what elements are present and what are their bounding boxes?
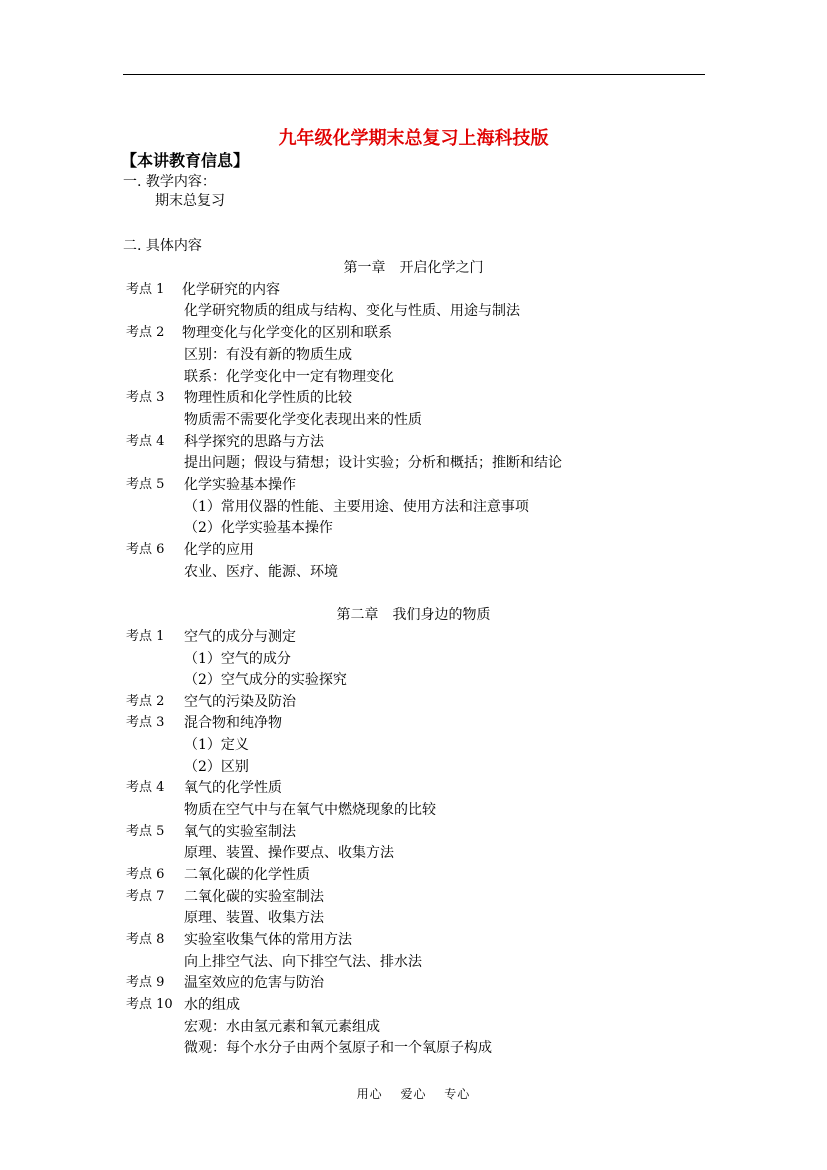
- chapter-1-title: 第一章 开启化学之门: [343, 260, 484, 276]
- chapter-2-title: 第二章 我们身边的物质: [336, 607, 491, 623]
- ch2-kp8-detail: 向上排空气法、向下排空气法、排水法: [184, 954, 422, 970]
- ch1-kp4-text: 科学探究的思路与方法: [184, 434, 324, 450]
- header-rule: [123, 74, 705, 75]
- ch1-kp2-text: 物理变化与化学变化的区别和联系: [182, 325, 392, 341]
- ch1-kp5-detail-2: （2）化学实验基本操作: [184, 520, 333, 536]
- ch2-kp1-text: 空气的成分与测定: [184, 629, 296, 645]
- ch1-kp5-label: 考点 5: [126, 477, 165, 492]
- section-1-content: 期末总复习: [155, 193, 225, 209]
- page-footer: 用心 爱心 专心: [356, 1087, 471, 1101]
- ch2-kp1-detail-2: （2）空气成分的实验探究: [184, 672, 347, 688]
- ch2-kp7-label: 考点 7: [126, 889, 165, 904]
- ch1-kp4-label: 考点 4: [126, 434, 165, 449]
- section-1-heading: 一. 教学内容：: [123, 174, 216, 190]
- ch2-kp10-label: 考点 10: [126, 997, 173, 1012]
- ch1-kp3-detail: 物质需不需要化学变化表现出来的性质: [184, 412, 422, 428]
- ch1-kp5-detail-1: （1）常用仪器的性能、主要用途、使用方法和注意事项: [184, 499, 529, 515]
- ch2-kp5-detail: 原理、装置、操作要点、收集方法: [184, 845, 394, 861]
- ch2-kp7-detail: 原理、装置、收集方法: [184, 910, 324, 926]
- ch1-kp1-detail: 化学研究物质的组成与结构、变化与性质、用途与制法: [184, 303, 520, 319]
- ch2-kp7-text: 二氧化碳的实验室制法: [184, 889, 324, 905]
- ch2-kp3-detail-1: （1）定义: [184, 737, 249, 753]
- document-title: 九年级化学期末总复习上海科技版: [278, 128, 549, 149]
- ch2-kp5-text: 氧气的实验室制法: [184, 824, 296, 840]
- section-2-heading: 二. 具体内容: [123, 238, 202, 254]
- ch1-kp1-label: 考点 1: [126, 282, 165, 297]
- ch1-kp2-detail-2: 联系：化学变化中一定有物理变化: [184, 369, 394, 385]
- ch1-kp6-label: 考点 6: [126, 542, 165, 557]
- ch2-kp5-label: 考点 5: [126, 824, 165, 839]
- ch2-kp6-text: 二氧化碳的化学性质: [184, 867, 310, 883]
- ch2-kp3-text: 混合物和纯净物: [184, 715, 282, 731]
- ch2-kp8-text: 实验室收集气体的常用方法: [184, 932, 352, 948]
- ch1-kp6-text: 化学的应用: [184, 542, 254, 558]
- ch2-kp8-label: 考点 8: [126, 932, 165, 947]
- ch2-kp10-text: 水的组成: [184, 997, 240, 1013]
- ch2-kp1-detail-1: （1）空气的成分: [184, 651, 291, 667]
- ch1-kp3-label: 考点 3: [126, 390, 165, 405]
- info-header: 【本讲教育信息】: [121, 151, 250, 170]
- ch2-kp4-label: 考点 4: [126, 780, 165, 795]
- ch2-kp10-detail-2: 微观：每个水分子由两个氢原子和一个氧原子构成: [184, 1040, 492, 1056]
- ch1-kp2-label: 考点 2: [126, 325, 165, 340]
- ch2-kp2-label: 考点 2: [126, 694, 165, 709]
- ch2-kp9-text: 温室效应的危害与防治: [184, 975, 324, 991]
- ch2-kp3-label: 考点 3: [126, 715, 165, 730]
- ch2-kp2-text: 空气的污染及防治: [184, 694, 296, 710]
- ch2-kp6-label: 考点 6: [126, 867, 165, 882]
- ch2-kp4-text: 氧气的化学性质: [184, 780, 282, 796]
- ch1-kp6-detail: 农业、医疗、能源、环境: [184, 564, 338, 580]
- ch2-kp4-detail: 物质在空气中与在氧气中燃烧现象的比较: [184, 802, 436, 818]
- ch2-kp3-detail-2: （2）区别: [184, 759, 249, 775]
- ch2-kp10-detail-1: 宏观：水由氢元素和氧元素组成: [184, 1019, 380, 1035]
- ch1-kp1-text: 化学研究的内容: [182, 282, 280, 298]
- ch1-kp4-detail: 提出问题；假设与猜想；设计实验；分析和概括；推断和结论: [184, 455, 562, 471]
- ch1-kp2-detail-1: 区别：有没有新的物质生成: [184, 347, 352, 363]
- ch1-kp3-text: 物理性质和化学性质的比较: [184, 390, 352, 406]
- ch2-kp1-label: 考点 1: [126, 629, 165, 644]
- ch2-kp9-label: 考点 9: [126, 975, 165, 990]
- ch1-kp5-text: 化学实验基本操作: [184, 477, 296, 493]
